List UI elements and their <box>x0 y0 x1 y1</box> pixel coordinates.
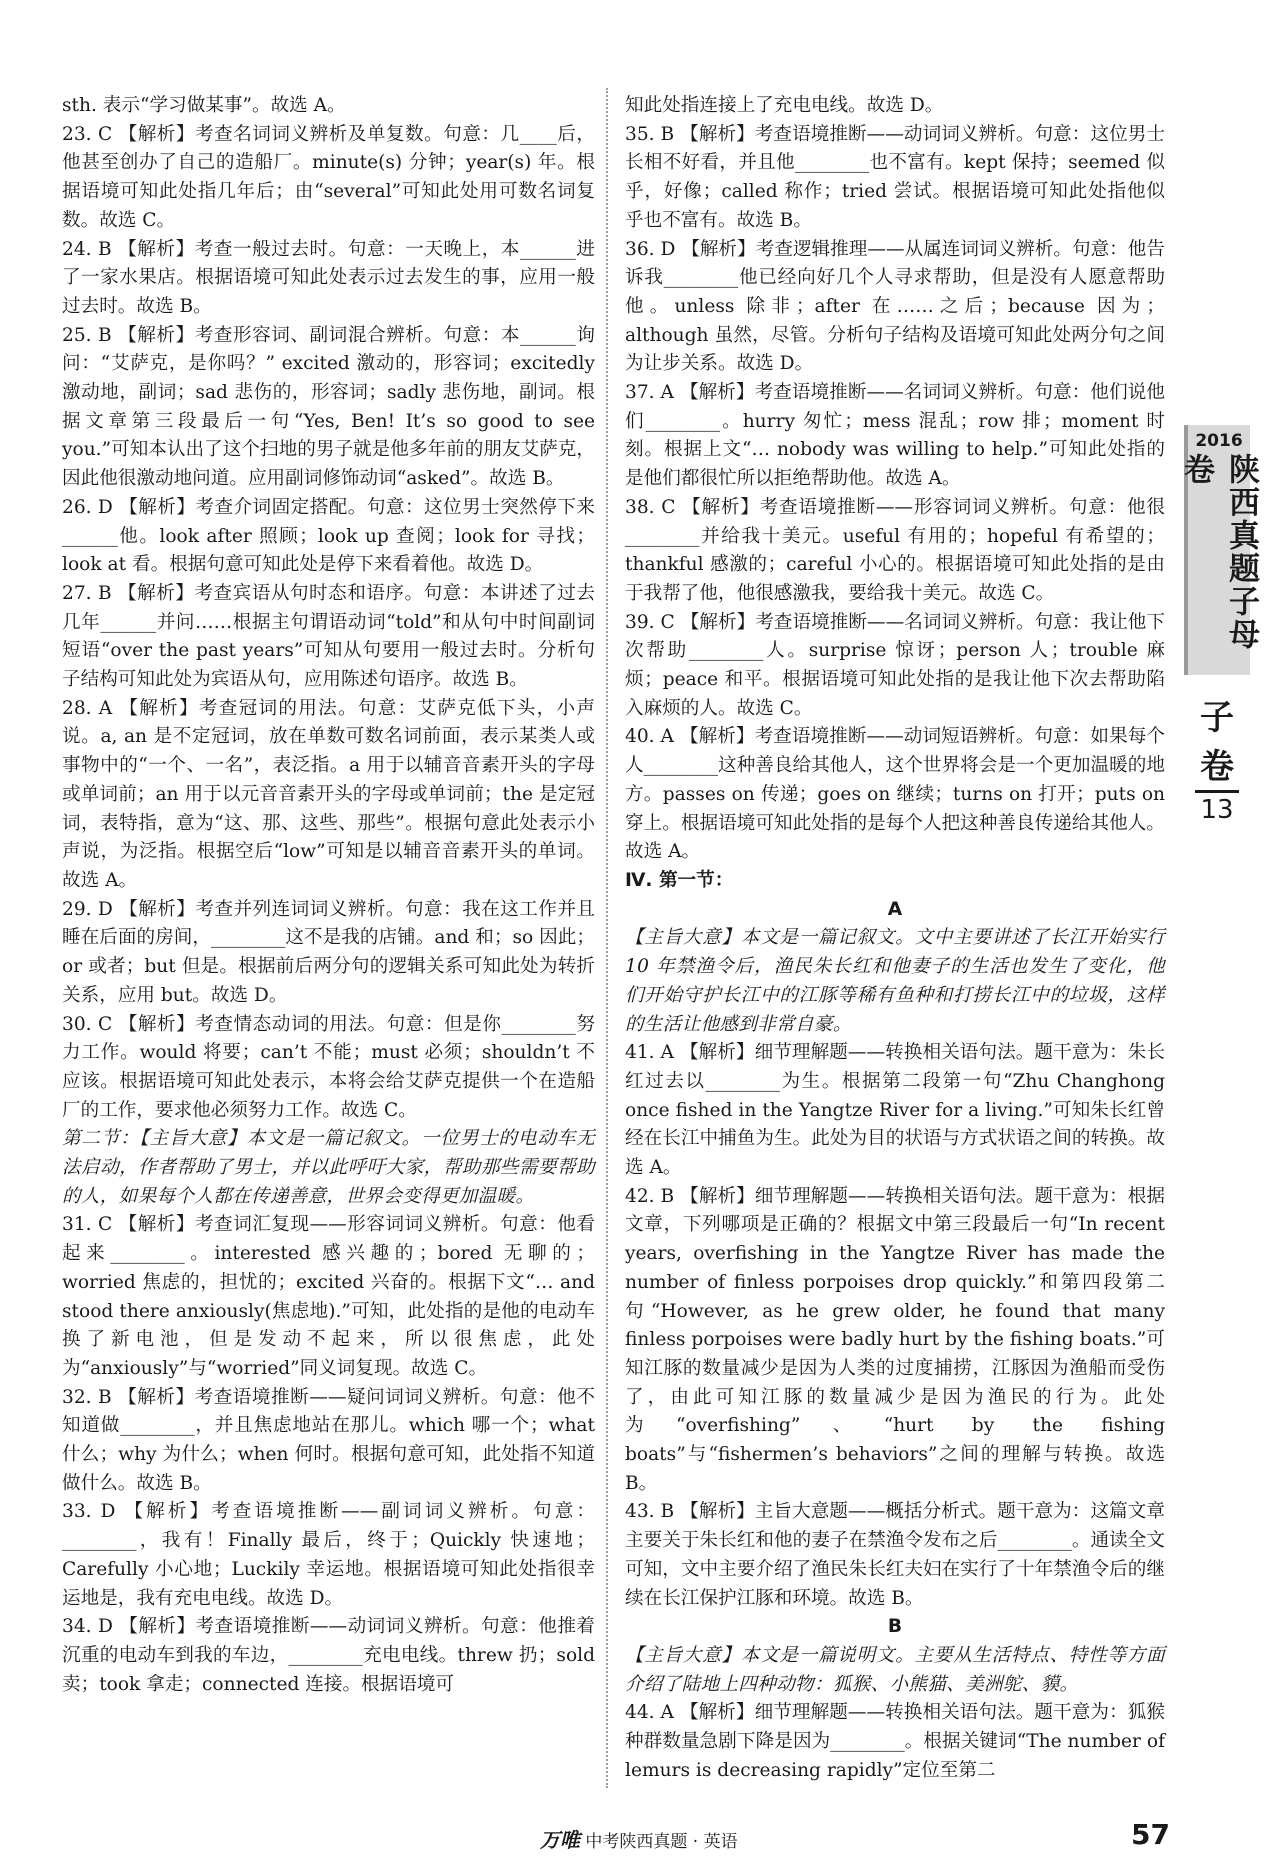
answer-44: 44. A 【解析】细节理解题——转换相关语句法。题干意为：狐猴种群数量急剧下降是因为________。根据关键词“The number of lemurs is decreasing rapidly”定位至第二 <box>625 1702 1165 1781</box>
left-column <box>62 92 595 1699</box>
column-divider <box>606 88 608 1788</box>
answer-36: 36. D 【解析】考查逻辑推理——从属连词词义辨析。句意：他告诉我________他已经向好几个人寻求帮助，但是没有人愿意帮助他。unless 除非；after 在……之后；because 因为；although 虽然，尽管。分析句子结构及语境可知此处两分句之间为让步关系。故选 D。 <box>625 238 1165 375</box>
passage-a-heading: A <box>887 898 903 920</box>
footer-brand <box>540 1824 738 1853</box>
side-tab <box>1178 425 1259 675</box>
page-number: 57 <box>1131 1818 1170 1851</box>
sub-volume-tab <box>1192 690 1242 825</box>
answer-28: 28. A 【解析】考查冠词的用法。句意：艾萨克低下头，小声说。a, an 是不定冠词，放在单数可数名词前面，表示某类人或事物中的“一个、一名”，表泛指。a 用于以辅音音素开头的字母或单词前；an 用于以元音音素开头的字母或单词前；the 是定冠词，表特指，意为“这、那、这些、那些”。根据句意此处表示小声说，为泛指。根据空后“low”可知是以辅音音素开头的单词。故选 A。 <box>62 697 595 891</box>
passage-b-summary: 【主旨大意】本文是一篇说明文。主要从生活特点、特性等方面介绍了陆地上四种动物：狐猴、小熊猫、美洲鸵、貘。 <box>625 1644 1165 1695</box>
answer-26: 26. D 【解析】考查介词固定搭配。句意：这位男士突然停下来______他。look after 照顾；look up 查阅；look for 寻找；look at 看。根据句意可知此处是停下来看着他。故选 D。 <box>62 496 595 576</box>
answer-line-cont: sth. 表示“学习做某事”。故选 A。 <box>62 95 346 116</box>
sub-volume-rule <box>1195 790 1239 793</box>
brand-logo: 万唯 <box>540 1828 580 1852</box>
answer-24: 24. B 【解析】考查一般过去时。句意：一天晚上，本______进了一家水果店。根据语境可知此处表示过去发生的事，应用一般过去时。故选 B。 <box>62 238 595 317</box>
section2-summary: 第二节：【主旨大意】本文是一篇记叙文。一位男士的电动车无法启动，作者帮助了男士，并以此呼吁大家，帮助那些需要帮助的人，如果每个人都在传递善意，世界会变得更加温暖。 <box>62 1128 595 1207</box>
sub-volume-label: 子卷 <box>1200 698 1234 787</box>
right-column <box>625 92 1165 1785</box>
footer-book-title: 中考陕西真题 · 英语 <box>585 1832 738 1852</box>
answer-29: 29. D 【解析】考查并列连词词义辨析。句意：我在这工作并且睡在后面的房间，________这不是我的店铺。and 和；so 因此；or 或者；but 但是。根据前后两分句的逻辑关系可知此处为转折关系，应用 but。故选 D。 <box>62 898 595 1006</box>
answer-42: 42. B 【解析】细节理解题——转换相关语句法。题干意为：根据文章，下列哪项是正确的？根据文中第三段最后一句“In recent years, overfishing in the Yangtze River has made the number of finless porpoises drop quickly.”和第四段第二句“However, as he grew older, he found that many finless porpoises were badly hurt by the fishing boats.”可知江豚的数量减少是因为人类的过度捕捞，江豚因为渔船而受伤了，由此可知江豚的数量减少是因为渔民的行为。此处为“overfishing”、“hurt by the fishing boats”与“fishermen’s behaviors”之间的理解与转换。故选 B。 <box>625 1185 1165 1494</box>
side-tab-title: 陕西真题子母卷 <box>1178 453 1259 651</box>
answer-25: 25. B 【解析】考查形容词、副词混合辨析。句意：本______询问：“艾萨克，是你吗？” excited 激动的，形容词；excitedly 激动地，副词；sad 悲伤的，形容词；sadly 悲伤地，副词。根据文章第三段最后一句“Yes, Ben! It’s so good to see you.”可知本认出了这个扫地的男子就是他多年前的朋友艾萨克，因此他很激动地问道。应用副词修饰动词“asked”。故选 B。 <box>62 324 595 490</box>
answer-43: 43. B 【解析】主旨大意题——概括分析式。题干意为：这篇文章主要关于朱长红和他的妻子在禁渔令发布之后________。通读全文可知，文中主要介绍了渔民朱长红夫妇在实行了十年禁渔令后的继续在长江保护江豚和环境。故选 B。 <box>625 1501 1165 1609</box>
answer-34: 34. D 【解析】考查语境推断——动词词义辨析。句意：他推着沉重的电动车到我的车边，________充电电线。threw 扔；sold 卖；took 拿走；connected 连接。根据语境可 <box>62 1616 595 1695</box>
answer-33: 33. D 【解析】考查语境推断——副词词义辨析。句意：________，我有！Finally 最后，终于；Quickly 快速地；Carefully 小心地；Luckily 幸运地。根据语境可知此处指很幸运地是，我有充电电线。故选 D。 <box>62 1501 595 1609</box>
answer-38: 38. C 【解析】考查语境推断——形容词词义辨析。句意：他很________并给我十美元。useful 有用的；hopeful 有希望的；thankful 感激的；careful 小心的。根据语境可知此处指的是由于我帮了他，他很感激我，要给我十美元。故选 C。 <box>625 496 1165 604</box>
answer-37: 37. A 【解析】考查语境推断——名词词义辨析。句意：他们说他们________。hurry 匆忙；mess 混乱；row 排；moment 时刻。根据上文“… nobody was willing to help.”可知此处指的是他们都很忙所以拒绝帮助他。故选 A。 <box>625 382 1165 490</box>
answer-31: 31. C 【解析】考查词汇复现——形容词词义辨析。句意：他看起来________。interested 感兴趣的；bored 无聊的；worried 焦虑的，担忧的；excited 兴奋的。根据下文“… and stood there anxiously(焦虑地).”可知，此处指的是他的电动车换了新电池，但是发动不起来，所以很焦虑，此处为“anxiously”与“worried”同义词复现。故选 C。 <box>62 1214 595 1379</box>
passage-a-summary: 【主旨大意】本文是一篇记叙文。文中主要讲述了长江开始实行 10 年禁渔令后，渔民朱长红和他妻子的生活也发生了变化，他们开始守护长江中的江豚等稀有鱼种和打捞长江中的垃圾，这样的生活让他感到非常自豪。 <box>625 927 1165 1035</box>
answer-27: 27. B 【解析】考查宾语从句时态和语序。句意：本讲述了过去几年______并问……根据主句谓语动词“told”和从句中时间副词短语“over the past years”可知从句要用一般过去时。分析句子结构可知此处为宾语从句，应用陈述句语序。故选 B。 <box>62 582 595 691</box>
side-tab-year: 2016 <box>1195 431 1243 451</box>
page-footer <box>0 1818 1250 1858</box>
passage-b-heading: B <box>887 1616 903 1638</box>
answer-40: 40. A 【解析】考查语境推断——动词短语辨析。句意：如果每个人________这种善良给其他人，这个世界将会是一个更加温暖的地方。passes on 传递；goes on 继续；turns on 打开；puts on 穿上。根据语境可知此处指的是每个人把这种善良传递给其他人。故选 A。 <box>625 726 1165 863</box>
section-iv-heading: Ⅳ. 第一节： <box>625 869 734 891</box>
answer-35: 35. B 【解析】考查语境推断——动词词义辨析。句意：这位男士长相不好看，并且他________也不富有。kept 保持；seemed 似乎，好像；called 称作；tried 尝试。根据语境可知此处指他似乎也不富有。故选 B。 <box>625 123 1165 231</box>
answer-34-cont: 知此处指连接上了充电电线。故选 D。 <box>625 95 944 116</box>
answer-32: 32. B 【解析】考查语境推断——疑问词词义辨析。句意：他不知道做________，并且焦虑地站在那儿。which 哪一个；what 什么；why 为什么；when 何时。根据句意可知，此处指不知道做什么。故选 B。 <box>62 1386 595 1494</box>
answer-41: 41. A 【解析】细节理解题——转换相关语句法。题干意为：朱长红过去以________为生。根据第二段第一句“Zhu Changhong once fished in the Yangtze River for a living.”可知朱长红曾经在长江中捕鱼为生。此处为目的状语与方式状语之间的转换。故选 A。 <box>625 1042 1165 1179</box>
sub-volume-number: 13 <box>1200 795 1234 825</box>
answer-39: 39. C 【解析】考查语境推断——名词词义辨析。句意：我让他下次帮助________人。surprise 惊讶；person 人；trouble 麻烦；peace 和平。根据语境可知此处指的是我让他下次去帮助陷入麻烦的人。故选 C。 <box>625 611 1165 719</box>
answer-23: 23. C 【解析】考查名词词义辨析及单复数。句意：几____后，他甚至创办了自己的造船厂。minute(s) 分钟；year(s) 年。根据语境可知此处指几年后；由“several”可知此处用可数名词复数。故选 C。 <box>62 123 595 231</box>
answer-30: 30. C 【解析】考查情态动词的用法。句意：但是你________努力工作。would 将要；can’t 不能；must 必须；shouldn’t 不应该。根据语境可知此处表示，本将会给艾萨克提供一个在造船厂的工作，要求他必须努力工作。故选 C。 <box>62 1013 595 1121</box>
